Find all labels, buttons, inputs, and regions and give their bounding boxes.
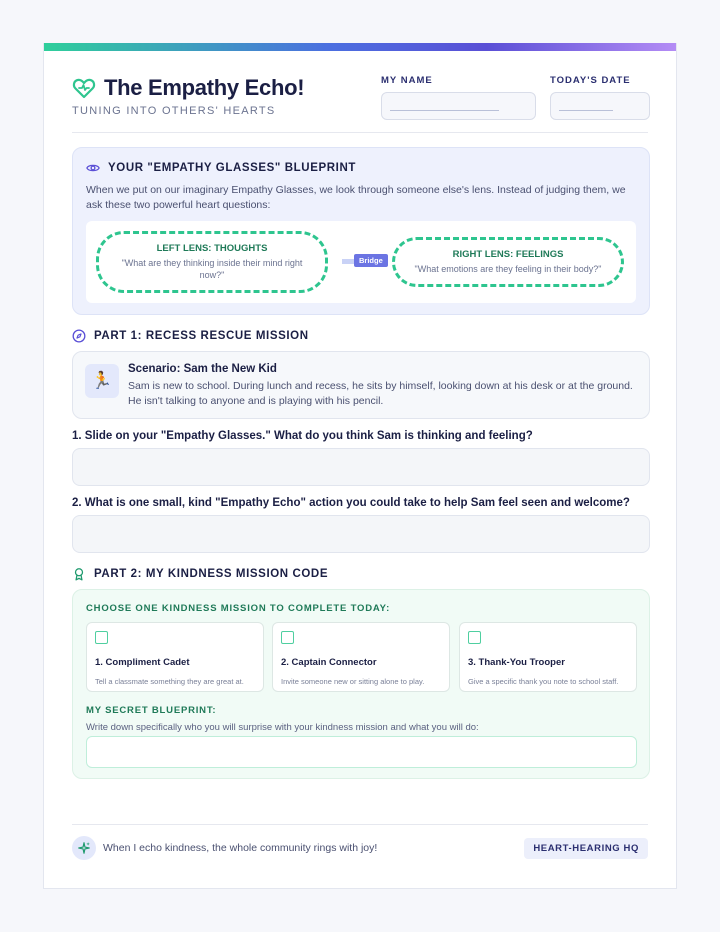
part2-heading: PART 2: MY KINDNESS MISSION CODE <box>94 568 329 580</box>
footer-text: When I echo kindness, the whole community rings with joy! <box>103 842 378 854</box>
left-lens-question: "What are they thinking inside their mind right now?" <box>121 258 303 280</box>
blueprint-text: When we put on our imaginary Empathy Glasses, we look through someone else's lens. Instead of judging them, we ask these two powerful heart questions: <box>86 184 626 211</box>
mission-title: 1. Compliment Cadet <box>95 657 190 668</box>
scenario-title: Scenario: Sam the New Kid <box>128 363 277 375</box>
choose-mission-label: CHOOSE ONE KINDNESS MISSION TO COMPLETE TODAY: <box>86 603 391 614</box>
mission-desc: Give a specific thank you note to school staff. <box>468 677 619 686</box>
header <box>72 75 648 135</box>
empathy-glasses-blueprint <box>72 147 650 315</box>
right-lens-title: RIGHT LENS: FEELINGS <box>452 249 564 260</box>
secret-blueprint-input[interactable] <box>86 736 637 768</box>
award-icon <box>72 567 86 581</box>
scenario-text: Sam is new to school. During lunch and recess, he sits by himself, looking down at his desk or at the ground. He isn't talking to anyone and is playing with his pencil. <box>128 380 633 407</box>
date-label: TODAY'S DATE <box>550 75 631 86</box>
mission-card-compliment[interactable] <box>86 622 264 692</box>
bridge-line <box>342 259 354 264</box>
bridge-label: Bridge <box>354 254 388 267</box>
worksheet-page <box>43 43 677 889</box>
mission-desc: Tell a classmate something they are great at. <box>95 677 244 686</box>
header-divider <box>72 132 648 133</box>
scenario-card <box>72 351 650 419</box>
left-lens <box>96 231 328 293</box>
page-subtitle: TUNING INTO OTHERS' HEARTS <box>72 105 276 117</box>
running-person-icon: 🏃 <box>85 364 119 398</box>
name-field-group <box>381 75 536 120</box>
footer-badge: HEART-HEARING HQ <box>524 838 648 859</box>
mission-title: 3. Thank-You Trooper <box>468 657 565 668</box>
date-input[interactable] <box>550 92 650 120</box>
part1-heading: PART 1: RECESS RESCUE MISSION <box>94 330 309 342</box>
part2-header <box>72 567 328 581</box>
mission-title: 2. Captain Connector <box>281 657 377 668</box>
date-field-group <box>550 75 650 120</box>
eye-icon <box>86 161 100 175</box>
answer-2-input[interactable] <box>72 515 650 553</box>
heart-icon <box>72 76 96 100</box>
sparkle-icon <box>72 836 96 860</box>
left-lens-title: LEFT LENS: THOUGHTS <box>156 243 268 254</box>
name-label: MY NAME <box>381 75 433 86</box>
question-2: 2. What is one small, kind "Empathy Echo" action you could take to help Sam feel seen and welcome? <box>72 497 630 509</box>
page-title: The Empathy Echo! <box>104 75 305 100</box>
mission-card-thank-you[interactable] <box>459 622 637 692</box>
gradient-top-bar <box>44 43 676 51</box>
mission-card-connector[interactable] <box>272 622 450 692</box>
blueprint-heading: YOUR "EMPATHY GLASSES" BLUEPRINT <box>108 162 356 174</box>
secret-blueprint-label: MY SECRET BLUEPRINT: <box>86 705 217 716</box>
kindness-mission-panel <box>72 589 650 779</box>
right-lens <box>392 237 624 287</box>
lens-diagram <box>86 221 636 303</box>
name-input[interactable] <box>381 92 536 120</box>
mission-checkbox[interactable] <box>468 631 481 644</box>
part1-header <box>72 329 309 343</box>
mission-desc: Invite someone new or sitting alone to play. <box>281 677 425 686</box>
compass-icon <box>72 329 86 343</box>
secret-blueprint-instructions: Write down specifically who you will surprise with your kindness mission and what you will do: <box>86 722 479 733</box>
footer-divider <box>72 824 648 825</box>
question-1: 1. Slide on your "Empathy Glasses." What do you think Sam is thinking and feeling? <box>72 430 533 442</box>
right-lens-question: "What emotions are they feeling in their body?" <box>414 264 602 274</box>
mission-checkbox[interactable] <box>281 631 294 644</box>
answer-1-input[interactable] <box>72 448 650 486</box>
mission-checkbox[interactable] <box>95 631 108 644</box>
